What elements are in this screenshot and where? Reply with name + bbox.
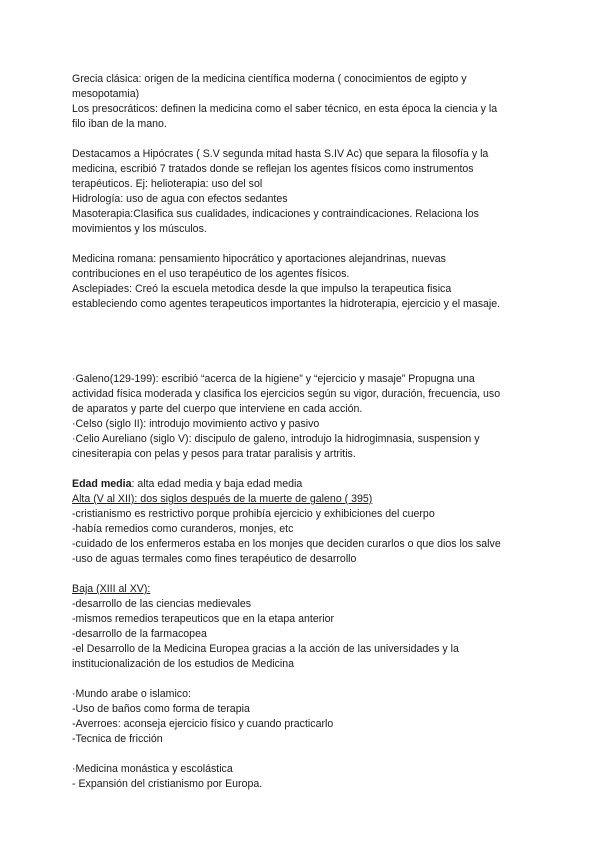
list-item: ·Mundo arabe o islamico: xyxy=(72,688,191,700)
text-line: estableciendo como agentes terapeuticos importantes la hidroterapia, ejercicio y el masaje. xyxy=(72,298,501,310)
text-line: ·Celio Aureliano (siglo V): discipulo de galeno, introdujo la hidrogimnasia, suspension y xyxy=(72,433,480,445)
baja-label: Baja (XIII al XV): xyxy=(72,583,151,595)
heading-bold: Edad media xyxy=(72,478,132,490)
list-item: - Expansión del cristianismo por Europa. xyxy=(72,778,263,790)
list-item: -el Desarrollo de la Medicina Europea gracias a la acción de las universidades y la xyxy=(72,643,459,655)
text-line: Medicina romana: pensamiento hipocrático y aportaciones alejandrinas, nuevas xyxy=(72,253,446,265)
list-item: -Tecnica de fricción xyxy=(72,733,163,745)
list-item: -desarrollo de la farmacopea xyxy=(72,628,207,640)
text-line: contribuciones en el uso terapéutico de los agentes físicos. xyxy=(72,268,350,280)
text-line: ·Galeno(129-199): escribió “acerca de la higiene” y “ejercicio y masaje” Propugna una xyxy=(72,373,475,385)
alta-rest: dos siglos después de la muerte de galeno ( 395) xyxy=(140,493,373,505)
list-item: -desarrollo de las ciencias medievales xyxy=(72,598,252,610)
text-line: cinesiterapia con pelas y pesos para tratar paralisis y artritis. xyxy=(72,448,356,460)
list-item: -mismos remedios terapeuticos que en la etapa anterior xyxy=(72,613,335,625)
text-line: mesopotamia) xyxy=(72,88,140,100)
text-line: actividad física moderada y clasifica los ejercicios según su vigor, duración, frecuencia, uso xyxy=(72,388,501,400)
list-item: institucionalización de los estudios de Medicina xyxy=(72,658,295,670)
list-item: -Averroes: aconseja ejercicio físico y cuando practicarlo xyxy=(72,718,334,730)
subheading-alta xyxy=(72,492,532,507)
text-line: Los presocráticos: definen la medicina como el saber técnico, en esta época la ciencia y la xyxy=(72,103,498,115)
document-page xyxy=(72,72,532,792)
text-line: Asclepiades: Creó la escuela metodica desde la que impulso la terapeutica fisica xyxy=(72,283,452,295)
text-line: medicina, escribió 7 tratados donde se reflejan los agentes físicos como instrumentos xyxy=(72,163,474,175)
text-line: Masoterapia:Clasifica sus cualidades, indicaciones y contraindicaciones. Relaciona los xyxy=(72,208,479,220)
subheading-baja xyxy=(72,582,532,597)
text-line: movimientos y los músculos. xyxy=(72,223,207,235)
list-item: -cristianismo es restrictivo porque prohibía ejercicio y exhibiciones del cuerpo xyxy=(72,508,435,520)
heading-rest: : alta edad media y baja edad media xyxy=(131,478,303,490)
list-item: -uso de aguas termales como fines terapéutico de desarrollo xyxy=(72,553,357,565)
list-item: -Uso de baños como forma de terapia xyxy=(72,703,250,715)
alta-label: Alta (V al XII): xyxy=(72,493,141,505)
list-item: ·Medicina monástica y escolástica xyxy=(72,763,233,775)
text-line: Hidrología: uso de agua con efectos sedantes xyxy=(72,193,288,205)
list-item: -cuidado de los enfermeros estaba en los monjes que deciden curarlos o que dios los salve xyxy=(72,538,501,550)
list-item: -había remedios como curanderos, monjes, etc xyxy=(72,523,294,535)
text-line: Grecia clásica: origen de la medicina científica moderna ( conocimientos de egipto y xyxy=(72,73,467,85)
text-line: terapéuticos. Ej: helioterapia: uso del sol xyxy=(72,178,263,190)
text-line: Destacamos a Hipócrates ( S.V segunda mitad hasta S.IV Ac) que separa la filosofía y la xyxy=(72,148,489,160)
text-line: de aparatos y parte del cuerpo que interviene en cada acción. xyxy=(72,403,363,415)
text-line: filo iban de la mano. xyxy=(72,118,167,130)
section-heading-edad-media xyxy=(72,477,532,492)
text-line: ·Celso (siglo II): introdujo movimiento activo y pasivo xyxy=(72,418,320,430)
